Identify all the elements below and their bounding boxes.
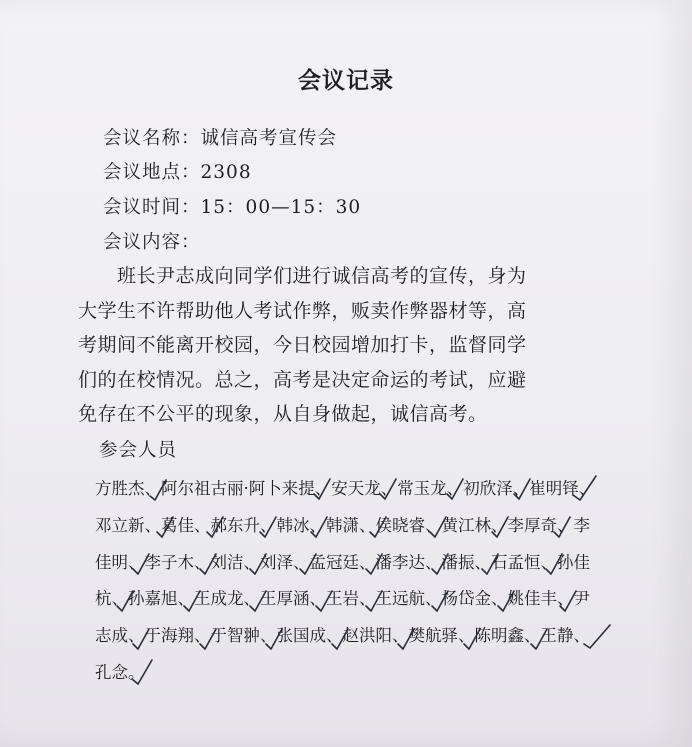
page-title: 会议记录 [298, 68, 394, 94]
field-value: 2308 [200, 162, 252, 183]
attendee-line: 志成、于海翔、于智翀、张国成、赵洪阳、樊航驿、陈明鑫、王静、 [95, 626, 590, 646]
content-line: 大学生不许帮助他人考试作弊，贩卖作弊器材等，高 [78, 299, 527, 322]
attendee-line: 方胜杰、阿尔祖古丽·阿卜来提、安天龙、常玉龙、初欣泽、崔明铎、 [95, 479, 596, 498]
content-line: 班长尹志成向同学们进行诚信高考的宣传，身为 [78, 265, 527, 287]
meeting-content-field [103, 228, 201, 254]
field-value: 15：00—15：30 [200, 197, 362, 218]
field-value: 诚信高考宣传会 [200, 128, 338, 149]
attendee-line: 邓立新、葛佳、郝东升、韩冰、韩潇、侯晓睿、黄江林、李厚奇、李 [95, 515, 590, 535]
meeting-time-field [103, 193, 361, 219]
field-label: 会议内容： [103, 232, 201, 253]
attendee-line: 孔念。 [95, 662, 145, 682]
meeting-location-field [103, 158, 252, 184]
content-line: 免存在不公平的现象，从自身做起，诚信高考。 [78, 403, 488, 426]
content-line: 考期间不能离开校园，今日校园增加打卡，监督同学 [78, 334, 527, 357]
attendees-heading: 参会人员 [99, 440, 178, 461]
field-label: 会议名称： [103, 128, 201, 149]
attendee-line: 杭、孙嘉旭、王成龙、王厚涵、王岩、王远航、杨岱金、姚佳丰、尹 [95, 589, 590, 609]
field-label: 会议地点： [103, 162, 201, 183]
meeting-name-field [103, 124, 337, 150]
content-line: 们的在校情况。总之，高考是决定命运的考试，应避 [78, 368, 527, 391]
attendees-list [95, 471, 615, 692]
field-label: 会议时间： [103, 197, 201, 218]
content-paragraph [78, 259, 598, 432]
attendee-line: 佳明、李子木、刘洁、刘泽、孟冠廷、潘李达、潘振、石孟恒、孙佳 [95, 552, 590, 572]
